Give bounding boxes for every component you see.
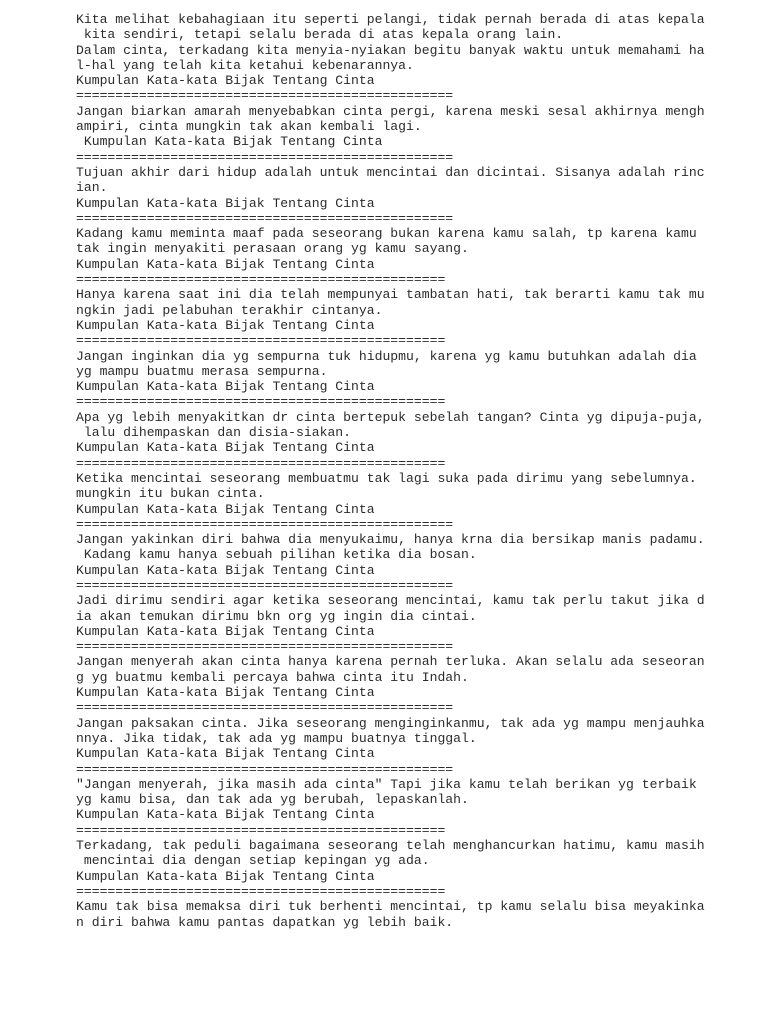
text-line: Jadi dirimu sendiri agar ketika seseorang mencintai, kamu tak perlu takut jika d <box>76 593 705 609</box>
source-label: Kumpulan Kata-kata Bijak Tentang Cinta <box>76 134 383 150</box>
source-label: Kumpulan Kata-kata Bijak Tentang Cinta <box>76 379 375 395</box>
separator-line: =============================================== <box>76 883 446 899</box>
text-line: yg mampu buatmu merasa sempurna. <box>76 363 328 379</box>
text-line: ia akan temukan dirimu bkn org yg ingin dia cintai. <box>76 608 477 624</box>
text-line: g yg buatmu kembali percaya bahwa cinta itu Indah. <box>76 669 469 685</box>
separator-line: ================================================ <box>76 761 454 777</box>
text-line: Hanya karena saat ini dia telah mempunyai tambatan hati, tak berarti kamu tak mu <box>76 287 705 303</box>
text-line: Kamu tak bisa memaksa diri tuk berhenti mencintai, tp kamu selalu bisa meyakinka <box>76 899 705 915</box>
separator-line: ================================================ <box>76 516 454 532</box>
text-line: n diri bahwa kamu pantas dapatkan yg lebih baik. <box>76 914 454 930</box>
separator-line: ================================================ <box>76 88 454 104</box>
source-label: Kumpulan Kata-kata Bijak Tentang Cinta <box>76 317 375 333</box>
text-line: mencintai dia dengan setiap kepingan yg ada. <box>76 853 430 869</box>
source-label: Kumpulan Kata-kata Bijak Tentang Cinta <box>76 195 375 211</box>
separator-line: ================================================ <box>76 577 454 593</box>
text-line: Jangan paksakan cinta. Jika seseorang menginginkanmu, tak ada yg mampu menjauhka <box>76 715 705 731</box>
text-line: l-hal yang telah kita ketahui kebenarannya. <box>76 57 414 73</box>
text-line: Ketika mencintai seseorang membuatmu tak lagi suka pada dirimu yang sebelumnya. <box>76 470 697 486</box>
text-line: Jangan menyerah akan cinta hanya karena pernah terluka. Akan selalu ada seseoran <box>76 654 705 670</box>
separator-line: =============================================== <box>76 394 446 410</box>
separator-line: =============================================== <box>76 333 446 349</box>
separator-line: ================================================ <box>76 149 454 165</box>
text-line: ngkin jadi pelabuhan terakhir cintanya. <box>76 302 383 318</box>
source-label: Kumpulan Kata-kata Bijak Tentang Cinta <box>76 746 375 762</box>
text-line: ian. <box>76 180 108 196</box>
text-line: Terkadang, tak peduli bagaimana seseorang telah menghancurkan hatimu, kamu masih <box>76 838 705 854</box>
text-line: mungkin itu bukan cinta. <box>76 486 265 502</box>
separator-line: =============================================== <box>76 272 446 288</box>
text-line: kita sendiri, tetapi selalu berada di atas kepala orang lain. <box>76 27 564 43</box>
text-line: lalu dihempaskan dan disia-siakan. <box>76 425 352 441</box>
source-label: Kumpulan Kata-kata Bijak Tentang Cinta <box>76 256 375 272</box>
text-line: Kadang kamu hanya sebuah pilihan ketika dia bosan. <box>76 547 477 563</box>
document-text <box>76 12 705 930</box>
separator-line: =============================================== <box>76 822 446 838</box>
text-line: nnya. Jika tidak, tak ada yg mampu buatnya tinggal. <box>76 730 477 746</box>
text-line: Jangan inginkan dia yg sempurna tuk hidupmu, karena yg kamu butuhkan adalah dia <box>76 348 697 364</box>
source-label: Kumpulan Kata-kata Bijak Tentang Cinta <box>76 623 375 639</box>
separator-line: ================================================ <box>76 210 454 226</box>
text-line: ampiri, cinta mungkin tak akan kembali lagi. <box>76 119 422 135</box>
text-line: Tujuan akhir dari hidup adalah untuk mencintai dan dicintai. Sisanya adalah rinc <box>76 164 705 180</box>
text-line: tak ingin menyakiti perasaan orang yg kamu sayang. <box>76 241 469 257</box>
source-label: Kumpulan Kata-kata Bijak Tentang Cinta <box>76 562 375 578</box>
text-line: Dalam cinta, terkadang kita menyia-nyiakan begitu banyak waktu untuk memahami ha <box>76 42 705 58</box>
source-label: Kumpulan Kata-kata Bijak Tentang Cinta <box>76 440 375 456</box>
text-line: Kita melihat kebahagiaan itu seperti pelangi, tidak pernah berada di atas kepala <box>76 12 705 27</box>
text-line: Apa yg lebih menyakitkan dr cinta bertepuk sebelah tangan? Cinta yg dipuja-puja, <box>76 409 705 425</box>
source-label: Kumpulan Kata-kata Bijak Tentang Cinta <box>76 868 375 884</box>
text-line: yg kamu bisa, dan tak ada yg berubah, lepaskanlah. <box>76 792 469 808</box>
separator-line: ================================================ <box>76 639 454 655</box>
source-label: Kumpulan Kata-kata Bijak Tentang Cinta <box>76 501 375 517</box>
source-label: Kumpulan Kata-kata Bijak Tentang Cinta <box>76 685 375 701</box>
text-line: "Jangan menyerah, jika masih ada cinta" Tapi jika kamu telah berikan yg terbaik <box>76 776 697 792</box>
text-line: Kadang kamu meminta maaf pada seseorang bukan karena kamu salah, tp karena kamu <box>76 226 697 242</box>
source-label: Kumpulan Kata-kata Bijak Tentang Cinta <box>76 73 375 89</box>
separator-line: =============================================== <box>76 455 446 471</box>
source-label: Kumpulan Kata-kata Bijak Tentang Cinta <box>76 807 375 823</box>
text-line: Jangan yakinkan diri bahwa dia menyukaimu, hanya krna dia bersikap manis padamu. <box>76 532 705 548</box>
separator-line: ================================================ <box>76 700 454 716</box>
text-line: Jangan biarkan amarah menyebabkan cinta pergi, karena meski sesal akhirnya mengh <box>76 103 705 119</box>
